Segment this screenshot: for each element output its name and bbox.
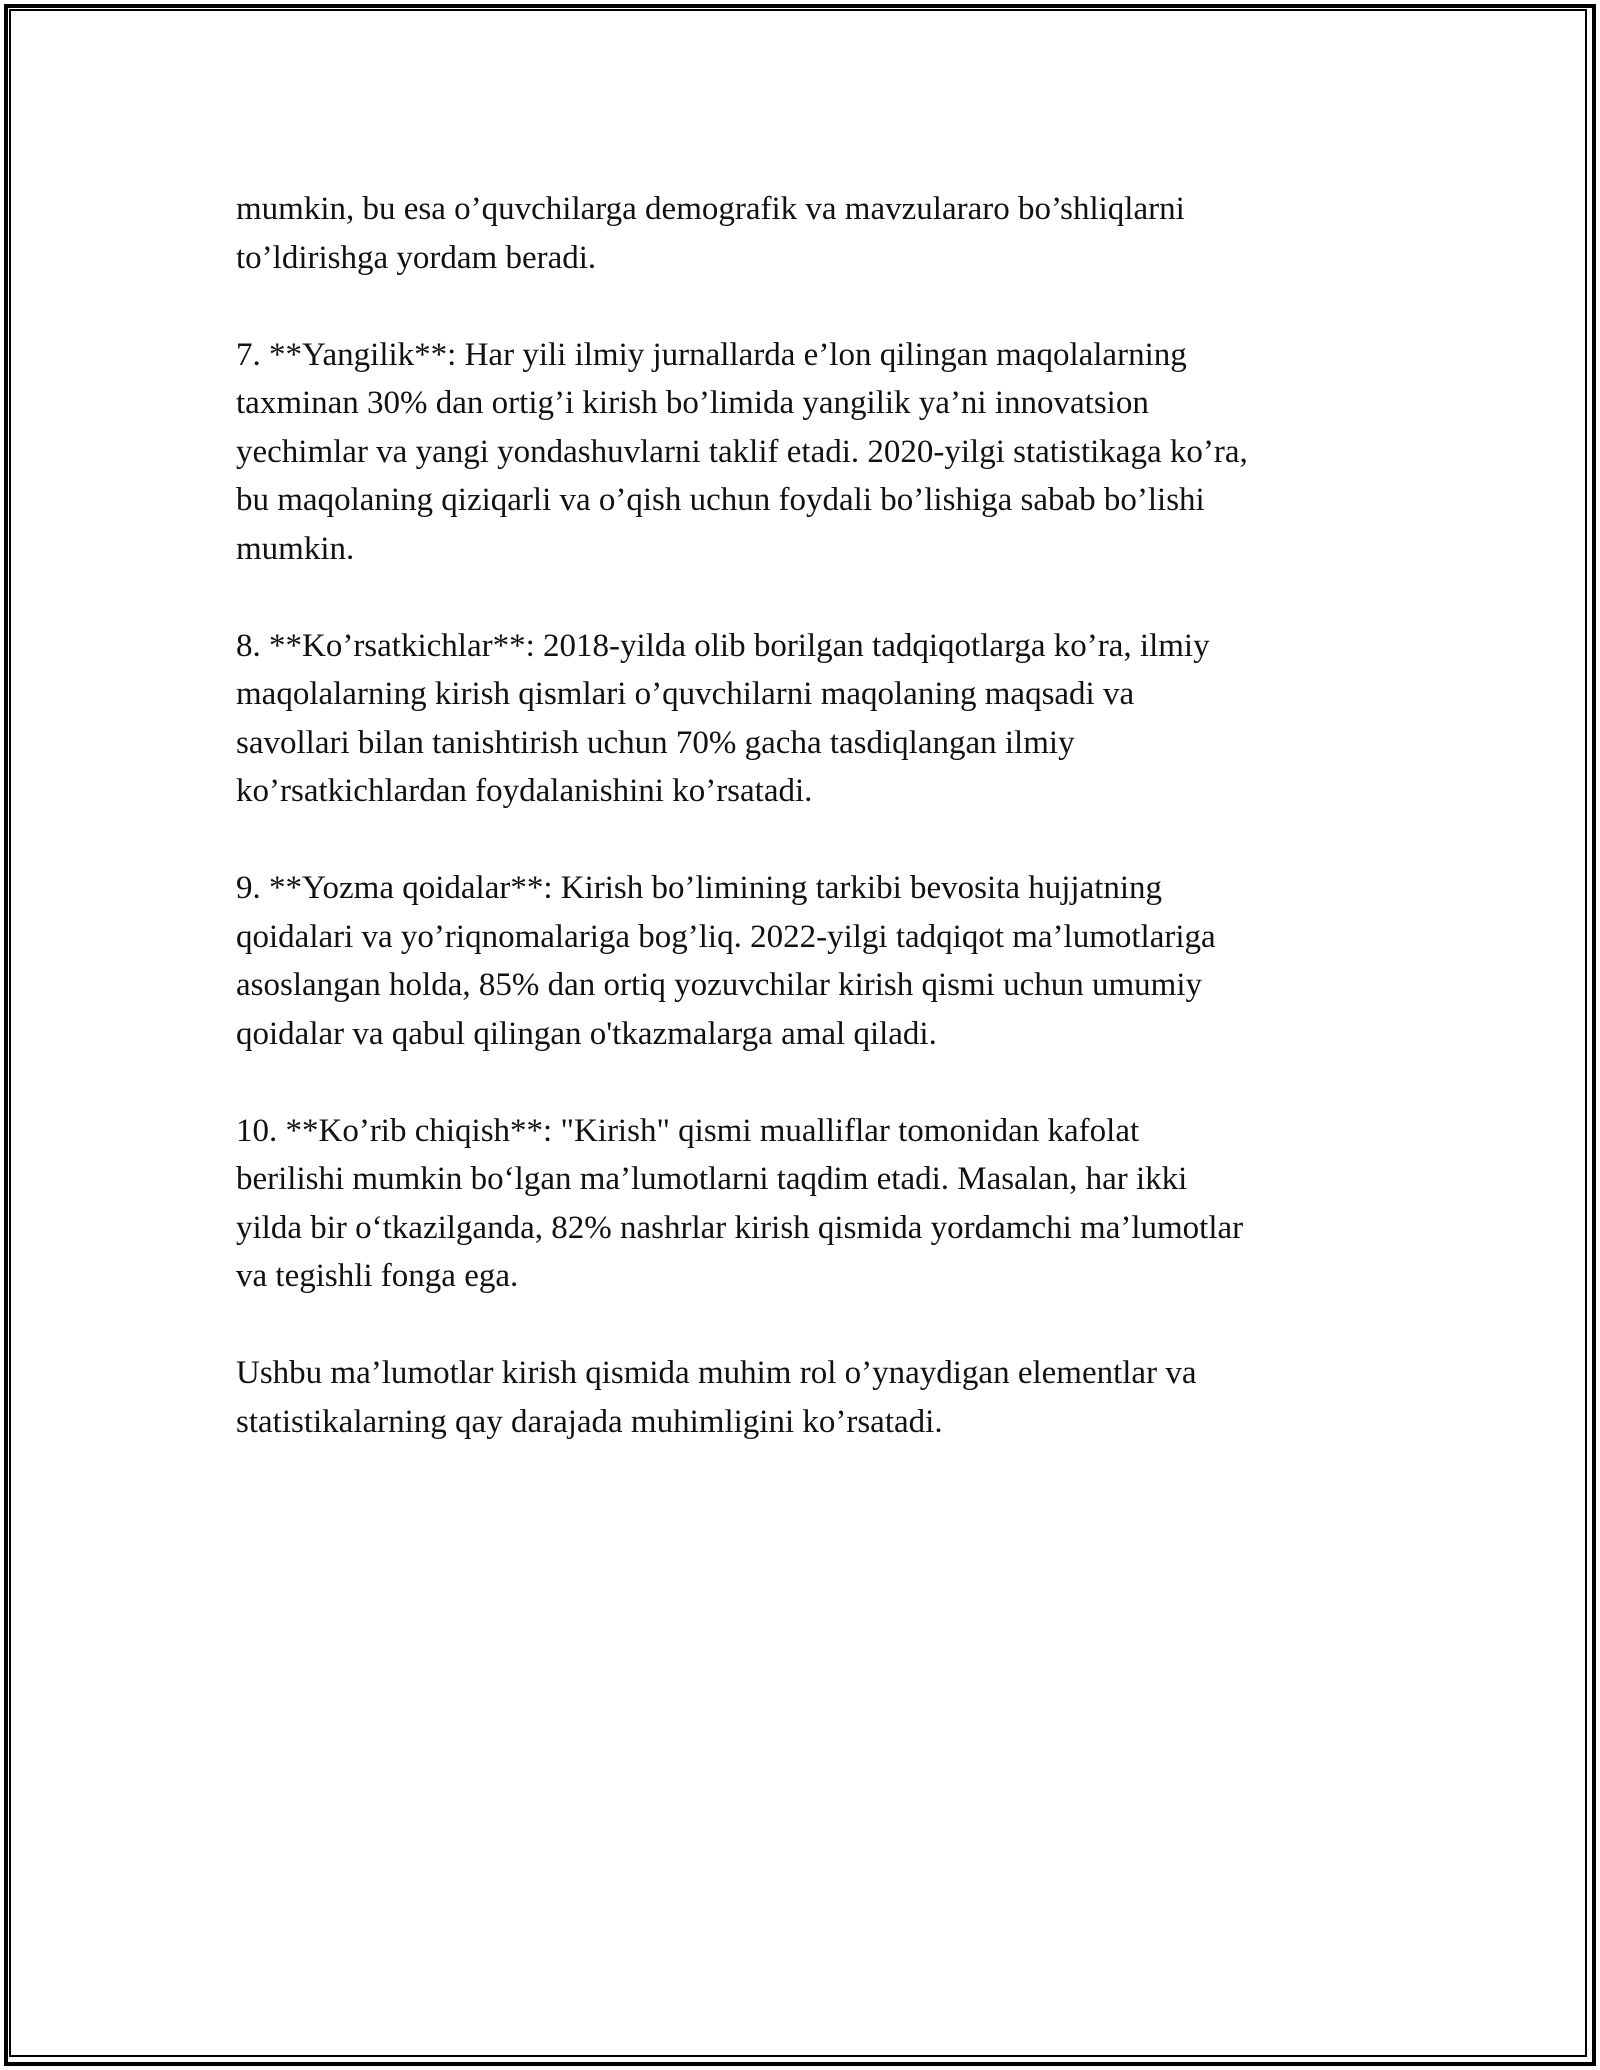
paragraph-item-8: 8. **Ko’rsatkichlar**: 2018-yilda olib borilgan tadqiqotlarga ko’ra, ilmiy maqolalarning kirish qismlari o’quvchilarni maqolaning maqsadi va savollari bilan tanishtirish uchun 70% gacha tasdiqlangan ilmiy ko’rsatkichlardan foydalanishini ko’rsatadi.: [236, 627, 1210, 809]
paragraph-item-9: 9. **Yozma qoidalar**: Kirish bo’limining tarkibi bevosita hujjatning qoidalari va yo’riqnomalariga bog’liq. 2022-yilgi tadqiqot ma’lumotlariga asoslangan holda, 85% dan ortiq yozuvchilar kirish qismi uchun umumiy qoidalar va qabul qilingan o'tkazmalarga amal qiladi.: [236, 870, 1216, 1052]
paragraph-item-10: 10. **Ko’rib chiqish**: "Kirish" qismi mualliflar tomonidan kafolat berilishi mumkin bo‘lgan ma’lumotlarni taqdim etadi. Masalan, har ikki yilda bir o‘tkazilganda, 82% nashrlar kirish qismida yordamchi ma’lumotlar va tegishli fonga ega.: [236, 1112, 1244, 1294]
document-body: [236, 185, 1366, 1446]
paragraph-item-7: 7. **Yangilik**: Har yili ilmiy jurnallarda e’lon qilingan maqolalarning taxminan 30% dan ortig’i kirish bo’limida yangilik ya’ni innovatsion yechimlar va yangi yondashuvlarni taklif etadi. 2020-yilgi statistikaga ko’ra, bu maqolaning qiziqarli va o’qish uchun foydali bo’lishiga sabab bo’lishi mumkin.: [236, 336, 1248, 567]
paragraph-intro-continuation: mumkin, bu esa o’quvchilarga demografik va mavzulararo bo’shliqlarni to’ldirishga yordam beradi.: [236, 191, 1185, 276]
paragraph-conclusion: Ushbu ma’lumotlar kirish qismida muhim rol o’ynaydigan elementlar va statistikalarning qay darajada muhimligini ko’rsatadi.: [236, 1355, 1197, 1440]
